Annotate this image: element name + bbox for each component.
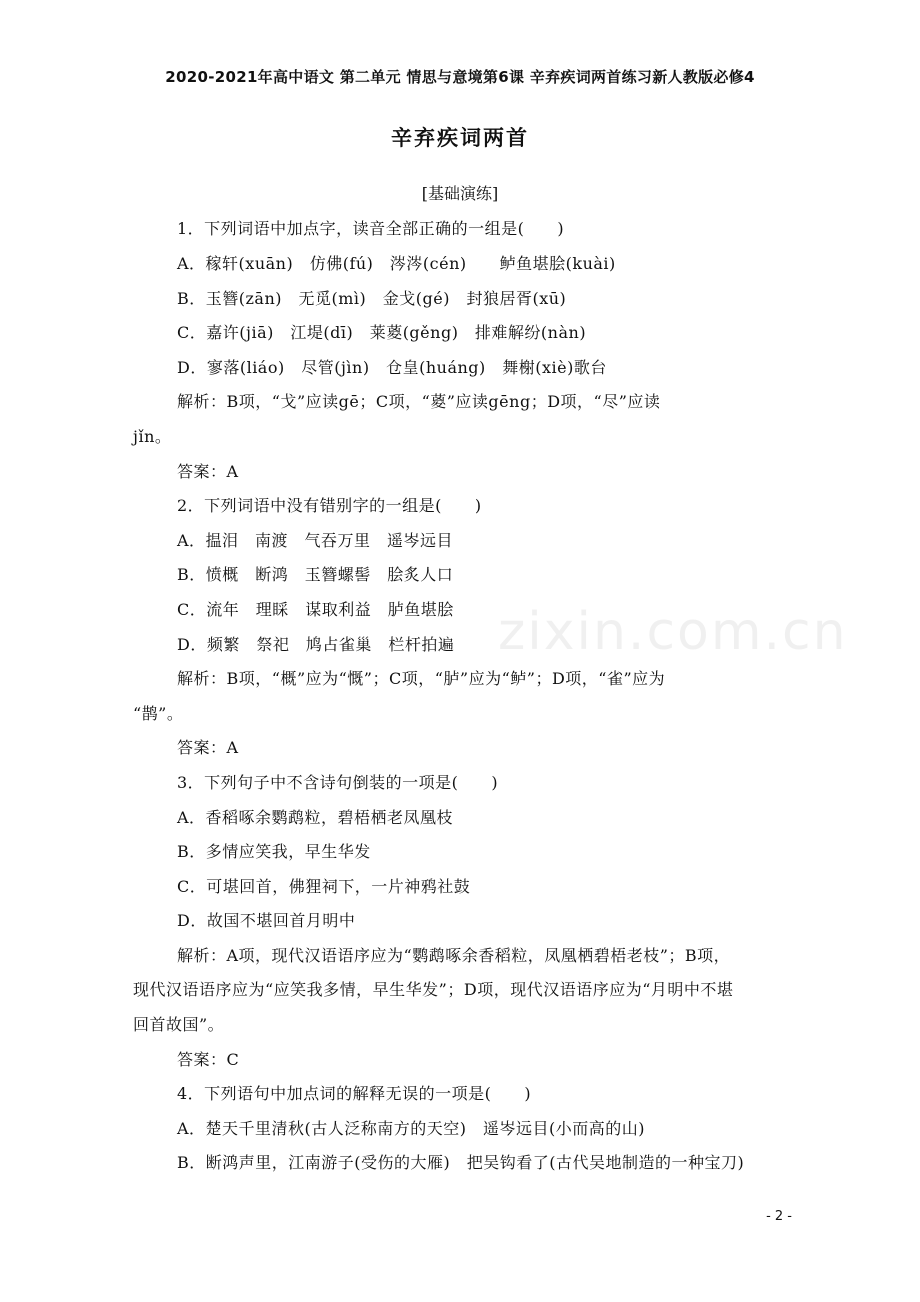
question-3-option-a: A．香稻啄余鹦鹉粒，碧梧栖老凤凰枝 xyxy=(177,808,454,827)
section-heading: [基础演练] xyxy=(421,184,499,203)
question-1-option-d: D．寥落(liáo) 尽管(jìn) 仓皇(huáng) 舞榭(xiè)歌台 xyxy=(177,358,607,377)
question-2: 2．下列词语中没有错别字的一组是( ) xyxy=(177,496,482,515)
question-1-option-a: A．稼轩(xuān) 仿佛(fú) 涔涔(cén) 鲈鱼堪脍(kuài) xyxy=(177,254,616,273)
question-3-answer: 答案：C xyxy=(177,1050,240,1069)
question-1-option-b: B．玉簪(zān) 无觅(mì) 金戈(gé) 封狼居胥(xū) xyxy=(177,289,567,308)
question-2-analysis: 解析：B项，“概”应为“慨”；C项，“胪”应为“鲈”；D项，“雀”应为 xyxy=(177,669,666,688)
watermark: zixin.com.cn xyxy=(498,602,848,662)
question-2-option-c: C．流年 理睬 谋取利益 胪鱼堪脍 xyxy=(177,600,454,619)
question-4-option-a: A．楚天千里清秋(古人泛称南方的天空) 遥岑远目(小而高的山) xyxy=(177,1119,646,1138)
question-3-option-c: C．可堪回首，佛狸祠下，一片神鸦社鼓 xyxy=(177,877,471,896)
page-number: - 2 - xyxy=(766,1209,792,1224)
question-2-answer: 答案：A xyxy=(177,738,239,757)
question-3-option-b: B．多情应笑我，早生华发 xyxy=(177,842,371,861)
question-1-option-c: C．嘉许(jiā) 江堤(dī) 莱葼(gěng) 排难解纷(nàn) xyxy=(177,323,587,342)
question-4: 4．下列语句中加点词的解释无误的一项是( ) xyxy=(177,1084,532,1103)
question-1-answer: 答案：A xyxy=(177,462,239,481)
question-3: 3．下列句子中不含诗句倒装的一项是( ) xyxy=(177,773,499,792)
question-2-option-a: A．揾泪 南渡 气吞万里 遥岑远目 xyxy=(177,531,454,550)
question-2-analysis-continued: “鹊”。 xyxy=(133,704,184,723)
question-1: 1．下列词语中加点字，读音全部正确的一组是( ) xyxy=(177,219,565,238)
document-header: 2020-2021年高中语文 第二单元 情思与意境第6课 辛弃疾词两首练习新人教版必修4 xyxy=(165,68,755,86)
question-4-option-b: B．断鸿声里，江南游子(受伤的大雁) 把吴钩看了(古代吴地制造的一种宝刀) xyxy=(177,1153,745,1172)
question-2-option-b: B．愤概 断鸿 玉簪螺髻 脍炙人口 xyxy=(177,565,454,584)
question-2-option-d: D．频繁 祭祀 鸠占雀巢 栏杆拍遍 xyxy=(177,635,455,654)
question-3-analysis: 解析：A项，现代汉语语序应为“鹦鹉啄余香稻粒，凤凰栖碧梧老枝”；B项， xyxy=(177,946,731,965)
question-1-analysis-continued: jǐn。 xyxy=(133,427,172,446)
question-3-option-d: D．故国不堪回首月明中 xyxy=(177,911,356,930)
question-3-analysis-end: 回首故国”。 xyxy=(133,1015,225,1034)
question-1-analysis: 解析：B项，“戈”应读gē；C项，“葼”应读gēng；D项，“尽”应读 xyxy=(177,392,661,411)
page-title: 辛弃疾词两首 xyxy=(391,125,529,150)
question-3-analysis-continued: 现代汉语语序应为“应笑我多情，早生华发”；D项，现代汉语语序应为“月明中不堪 xyxy=(133,980,734,999)
